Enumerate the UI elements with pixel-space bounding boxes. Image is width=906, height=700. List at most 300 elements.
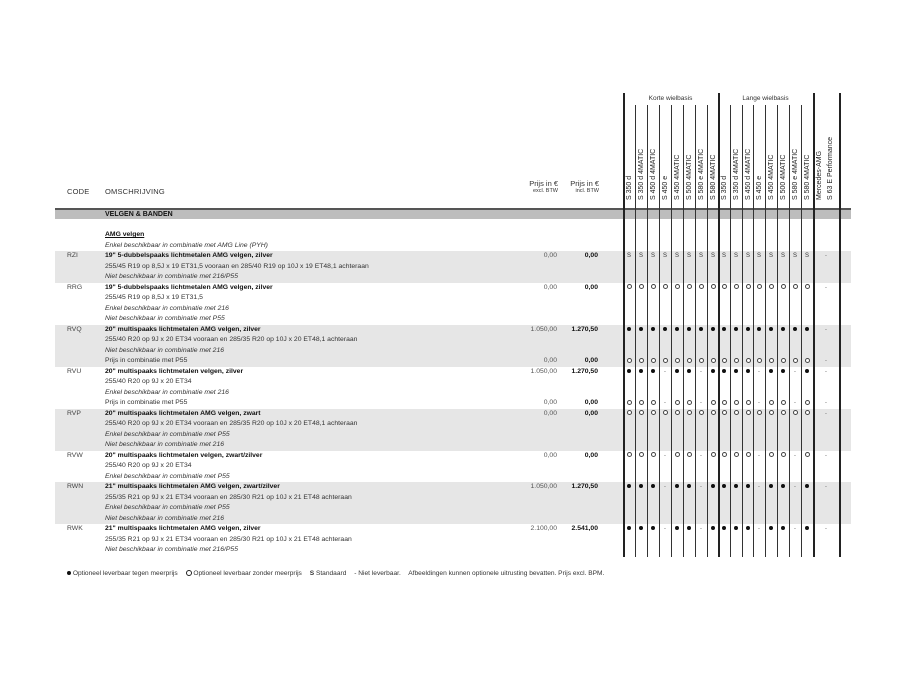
optional-paid-icon bbox=[746, 369, 750, 373]
availability-cell bbox=[660, 524, 671, 535]
option-detail: Niet beschikbaar in combinatie met 216 bbox=[105, 346, 225, 354]
availability-cell bbox=[754, 398, 765, 409]
optional-free-icon bbox=[651, 358, 656, 363]
optional-paid-icon bbox=[722, 327, 726, 331]
availability-cell bbox=[731, 482, 742, 493]
column-divider bbox=[765, 105, 766, 557]
legend-disclaimer: Afbeeldingen kunnen optionele uitrusting bevatten. Prijs excl. BPM. bbox=[408, 570, 605, 577]
option-detail: Niet beschikbaar in combinatie met P55 bbox=[105, 315, 225, 322]
availability-cell bbox=[790, 451, 801, 462]
option-detail: Enkel beschikbaar in combinatie met 216 bbox=[105, 304, 229, 312]
price-incl-vat: 0,00 bbox=[584, 409, 598, 417]
option-detail: Enkel beschikbaar in combinatie met 216 bbox=[105, 388, 229, 396]
option-detail: 255/40 R20 op 9J x 20 ET34 bbox=[105, 378, 192, 385]
option-title: 20" multispaaks lichtmetalen velgen, zwart/zilver bbox=[105, 451, 263, 459]
not-available-mark: - bbox=[699, 399, 703, 406]
option-code: RWK bbox=[67, 525, 83, 532]
availability-cell bbox=[624, 398, 635, 409]
availability-cell bbox=[708, 325, 719, 336]
not-available-mark: - bbox=[824, 525, 828, 532]
column-divider bbox=[742, 105, 743, 557]
optional-free-icon bbox=[687, 284, 692, 289]
optional-paid-icon bbox=[805, 327, 809, 331]
optional-free-icon bbox=[711, 284, 716, 289]
availability-cell bbox=[684, 283, 695, 294]
optional-paid-icon bbox=[675, 526, 679, 530]
availability-cell bbox=[672, 367, 683, 378]
availability-cell bbox=[778, 251, 789, 262]
optional-free-icon bbox=[805, 400, 810, 405]
availability-cell bbox=[778, 451, 789, 462]
not-available-mark: - bbox=[793, 483, 797, 490]
availability-cell bbox=[672, 283, 683, 294]
optional-paid-icon bbox=[746, 526, 750, 530]
optional-paid-icon bbox=[805, 484, 809, 488]
availability-cell bbox=[743, 356, 754, 367]
optional-paid-icon bbox=[781, 369, 785, 373]
optional-free-icon bbox=[757, 284, 762, 289]
availability-cell bbox=[766, 409, 777, 420]
optional-free-icon bbox=[663, 410, 668, 415]
availability-cell bbox=[624, 283, 635, 294]
availability-cell bbox=[790, 367, 801, 378]
optional-free-icon bbox=[651, 400, 656, 405]
optional-free-icon bbox=[699, 284, 704, 289]
not-available-mark: - bbox=[663, 451, 667, 459]
not-available-mark: - bbox=[824, 367, 828, 375]
availability-cell bbox=[696, 251, 707, 262]
optional-free-icon bbox=[781, 400, 786, 405]
optional-free-icon bbox=[663, 358, 668, 363]
not-available-mark: - bbox=[824, 483, 828, 490]
availability-cell bbox=[636, 325, 647, 336]
option-detail: Niet beschikbaar in combinatie met 216/P55 bbox=[105, 273, 238, 280]
option-code: RVU bbox=[67, 367, 82, 375]
optional-paid-icon bbox=[627, 526, 631, 530]
availability-cell bbox=[802, 325, 813, 336]
standard-mark: S bbox=[698, 253, 703, 259]
standard-symbol: S bbox=[309, 570, 315, 577]
optional-free-icon bbox=[639, 400, 644, 405]
optional-paid-icon bbox=[734, 327, 738, 331]
optional-free-icon bbox=[711, 358, 716, 363]
optional-free-icon bbox=[722, 410, 727, 415]
model-name: S 450 e bbox=[661, 175, 669, 200]
option-detail: 255/35 R21 op 9J x 21 ET34 vooraan en 285/30 R21 op 10J x 21 ET48 achteraan bbox=[105, 535, 352, 543]
standard-mark: S bbox=[756, 253, 761, 259]
availability-cell bbox=[802, 451, 813, 462]
column-divider bbox=[718, 93, 720, 557]
availability-cell bbox=[660, 251, 671, 262]
availability-cell bbox=[743, 482, 754, 493]
not-available-mark: - bbox=[663, 367, 667, 375]
availability-cell bbox=[684, 451, 695, 462]
optional-free-icon bbox=[639, 452, 644, 457]
not-available-mark: - bbox=[757, 483, 761, 490]
optional-paid-icon bbox=[746, 327, 750, 331]
optional-paid-icon bbox=[769, 484, 773, 488]
optional-free-icon bbox=[627, 400, 632, 405]
model-name: S 450 4MATIC bbox=[673, 154, 681, 200]
availability-cell bbox=[731, 367, 742, 378]
availability-cell bbox=[778, 409, 789, 420]
optional-free-icon bbox=[675, 452, 680, 457]
availability-cell bbox=[648, 283, 659, 294]
not-available-mark: - bbox=[757, 399, 761, 406]
column-header-price-incl bbox=[539, 179, 599, 195]
model-name: S 580 4MATIC bbox=[803, 154, 811, 200]
optional-paid-icon bbox=[722, 484, 726, 488]
availability-cell bbox=[648, 325, 659, 336]
not-available-mark: - bbox=[824, 357, 828, 364]
optional-paid-icon bbox=[651, 526, 655, 530]
optional-free-icon bbox=[675, 358, 680, 363]
availability-cell bbox=[648, 398, 659, 409]
optional-paid-icon bbox=[699, 327, 703, 331]
availability-cell bbox=[778, 356, 789, 367]
optional-free-icon bbox=[651, 284, 656, 289]
optional-paid-icon bbox=[722, 526, 726, 530]
group-label-long-wheelbase: Lange wielbasis bbox=[742, 95, 789, 102]
availability-cell bbox=[672, 524, 683, 535]
legend-optional-free-text: Optioneel leverbaar zonder meerprijs bbox=[193, 570, 302, 577]
availability-cell bbox=[754, 251, 765, 262]
model-name: S 580 4MATIC bbox=[709, 154, 717, 200]
optional-free-icon bbox=[627, 452, 632, 457]
section-band bbox=[55, 210, 851, 219]
standard-mark: S bbox=[792, 253, 797, 259]
availability-cell bbox=[684, 524, 695, 535]
optional-paid-icon bbox=[793, 327, 797, 331]
model-name: S 350 d bbox=[625, 175, 633, 200]
availability-cell bbox=[684, 325, 695, 336]
column-divider bbox=[659, 105, 660, 557]
availability-cell bbox=[731, 356, 742, 367]
standard-mark: S bbox=[650, 253, 655, 259]
optional-free-icon bbox=[663, 284, 668, 289]
standard-mark: S bbox=[721, 253, 726, 259]
optional-free-icon bbox=[769, 284, 774, 289]
option-detail: Prijs in combinatie met P55 bbox=[105, 399, 188, 406]
availability-cell bbox=[743, 524, 754, 535]
option-title: 19" 5-dubbelspaaks lichtmetalen AMG velgen, zilver bbox=[105, 252, 273, 259]
optional-free-icon bbox=[746, 410, 751, 415]
optional-free-icon bbox=[627, 284, 632, 289]
optional-paid-icon bbox=[711, 484, 715, 488]
optional-paid-icon bbox=[627, 327, 631, 331]
optional-free-icon bbox=[687, 400, 692, 405]
not-available-mark: - bbox=[793, 451, 797, 459]
availability-cell bbox=[672, 356, 683, 367]
availability-cell bbox=[766, 482, 777, 493]
not-available-mark: - bbox=[663, 399, 667, 406]
availability-cell bbox=[636, 524, 647, 535]
price-incl-label: Prijs in € bbox=[570, 179, 599, 188]
availability-cell bbox=[802, 482, 813, 493]
availability-cell bbox=[648, 524, 659, 535]
option-detail: 255/35 R21 op 9J x 21 ET34 vooraan en 285/30 R21 op 10J x 21 ET48 achteraan bbox=[105, 493, 352, 501]
column-divider bbox=[730, 105, 731, 557]
not-available-mark: - bbox=[793, 399, 797, 406]
legend-standard bbox=[310, 570, 347, 577]
availability-cell bbox=[672, 325, 683, 336]
price-excl-vat: 1.050,00 bbox=[530, 325, 557, 333]
availability-cell bbox=[696, 325, 707, 336]
availability-cell bbox=[708, 251, 719, 262]
not-available-mark: - bbox=[824, 409, 828, 417]
model-name: S 350 d 4MATIC bbox=[732, 148, 740, 200]
availability-cell-amg bbox=[821, 524, 832, 535]
optional-free-icon bbox=[711, 400, 716, 405]
availability-cell bbox=[696, 367, 707, 378]
availability-cell bbox=[672, 482, 683, 493]
standard-mark: S bbox=[626, 253, 631, 259]
availability-cell bbox=[648, 356, 659, 367]
optional-free-icon bbox=[793, 358, 798, 363]
availability-cell bbox=[766, 398, 777, 409]
availability-cell bbox=[719, 325, 730, 336]
price-incl-vat: 1.270,50 bbox=[571, 367, 598, 375]
not-available-mark: - bbox=[824, 325, 828, 333]
option-detail: Enkel beschikbaar in combinatie met P55 bbox=[105, 472, 230, 480]
availability-cell bbox=[660, 325, 671, 336]
not-available-mark: - bbox=[757, 451, 761, 459]
price-incl-vat: 0,00 bbox=[584, 357, 598, 364]
availability-cell bbox=[790, 325, 801, 336]
availability-cell bbox=[719, 251, 730, 262]
not-available-mark: - bbox=[824, 252, 828, 259]
standard-mark: S bbox=[710, 253, 715, 259]
availability-cell bbox=[636, 356, 647, 367]
legend-not-available: - Niet leverbaar. bbox=[354, 570, 401, 577]
availability-cell bbox=[754, 451, 765, 462]
not-available-mark: - bbox=[757, 525, 761, 532]
model-name: S 500 4MATIC bbox=[779, 154, 787, 200]
optional-paid-icon bbox=[711, 369, 715, 373]
availability-cell bbox=[648, 367, 659, 378]
availability-cell bbox=[719, 398, 730, 409]
optional-free-icon bbox=[769, 410, 774, 415]
availability-cell bbox=[778, 283, 789, 294]
model-name: S 500 4MATIC bbox=[685, 154, 693, 200]
not-available-mark: - bbox=[699, 483, 703, 490]
availability-cell-amg bbox=[821, 251, 832, 262]
availability-cell bbox=[754, 524, 765, 535]
availability-cell bbox=[754, 356, 765, 367]
availability-cell bbox=[743, 409, 754, 420]
availability-cell bbox=[778, 482, 789, 493]
not-available-mark: - bbox=[793, 525, 797, 532]
standard-mark: S bbox=[745, 253, 750, 259]
price-incl-sub: incl. BTW bbox=[575, 188, 599, 194]
availability-cell bbox=[636, 409, 647, 420]
availability-cell bbox=[624, 356, 635, 367]
availability-cell bbox=[754, 482, 765, 493]
column-divider bbox=[777, 105, 778, 557]
availability-cell bbox=[731, 325, 742, 336]
availability-cell bbox=[624, 367, 635, 378]
open-circle-icon bbox=[186, 570, 192, 576]
optional-free-icon bbox=[757, 358, 762, 363]
column-divider bbox=[707, 105, 708, 557]
optional-paid-icon bbox=[639, 327, 643, 331]
option-detail: Niet beschikbaar in combinatie met 216/P55 bbox=[105, 546, 238, 553]
availability-cell bbox=[636, 482, 647, 493]
optional-paid-icon bbox=[687, 526, 691, 530]
not-available-mark: - bbox=[824, 283, 828, 291]
model-name: S 350 d 4MATIC bbox=[637, 148, 645, 200]
optional-free-icon bbox=[675, 400, 680, 405]
availability-cell bbox=[802, 409, 813, 420]
availability-cell bbox=[660, 451, 671, 462]
availability-cell bbox=[648, 482, 659, 493]
optional-paid-icon bbox=[687, 327, 691, 331]
price-excl-vat: 1.050,00 bbox=[530, 367, 557, 375]
optional-free-icon bbox=[711, 410, 716, 415]
price-excl-label: Prijs in € bbox=[529, 179, 558, 188]
availability-cell bbox=[708, 398, 719, 409]
option-title: 19" 5-dubbelspaaks lichtmetalen AMG velgen, zilver bbox=[105, 283, 273, 291]
availability-cell bbox=[719, 482, 730, 493]
availability-cell bbox=[648, 451, 659, 462]
price-excl-sub: excl. BTW bbox=[532, 188, 558, 194]
model-name-amg-line1: Mercedes-AMG bbox=[816, 150, 823, 200]
optional-paid-icon bbox=[651, 484, 655, 488]
legend bbox=[67, 570, 604, 577]
optional-paid-icon bbox=[675, 484, 679, 488]
optional-free-icon bbox=[746, 400, 751, 405]
column-divider bbox=[671, 105, 672, 557]
availability-cell bbox=[802, 356, 813, 367]
availability-cell bbox=[719, 356, 730, 367]
availability-cell bbox=[708, 409, 719, 420]
availability-cell bbox=[778, 524, 789, 535]
availability-cell bbox=[636, 251, 647, 262]
availability-cell bbox=[790, 409, 801, 420]
availability-cell bbox=[672, 451, 683, 462]
option-detail: 255/45 R19 op 8,5J x 19 ET31,5 bbox=[105, 294, 203, 301]
availability-cell bbox=[648, 251, 659, 262]
optional-paid-icon bbox=[651, 369, 655, 373]
price-excl-vat: 1.050,00 bbox=[530, 483, 557, 490]
model-name: S 450 4MATIC bbox=[767, 154, 775, 200]
availability-cell bbox=[696, 482, 707, 493]
optional-paid-icon bbox=[722, 369, 726, 373]
optional-paid-icon bbox=[805, 369, 809, 373]
optional-paid-icon bbox=[663, 327, 667, 331]
availability-cell-amg bbox=[821, 451, 832, 462]
optional-paid-icon bbox=[687, 484, 691, 488]
column-divider bbox=[623, 93, 625, 557]
option-title: 21" multispaaks lichtmetalen AMG velgen, zilver bbox=[105, 525, 261, 532]
availability-cell bbox=[719, 409, 730, 420]
option-detail: Prijs in combinatie met P55 bbox=[105, 357, 188, 364]
column-divider bbox=[695, 105, 696, 557]
model-name: S 450 d 4MATIC bbox=[744, 148, 752, 200]
availability-cell bbox=[731, 409, 742, 420]
optional-paid-icon bbox=[781, 484, 785, 488]
optional-free-icon bbox=[805, 410, 810, 415]
option-title: 20" multispaaks lichtmetalen AMG velgen, zwart bbox=[105, 409, 261, 417]
not-available-mark: - bbox=[757, 367, 761, 375]
availability-cell bbox=[696, 524, 707, 535]
optional-free-icon bbox=[722, 358, 727, 363]
price-excl-vat: 0,00 bbox=[543, 252, 557, 259]
availability-cell-amg bbox=[821, 325, 832, 336]
optional-paid-icon bbox=[805, 526, 809, 530]
price-incl-vat: 1.270,50 bbox=[571, 325, 598, 333]
standard-mark: S bbox=[638, 253, 643, 259]
availability-cell bbox=[778, 398, 789, 409]
model-name-amg-line2: S 63 E Performance bbox=[827, 136, 834, 200]
optional-free-icon bbox=[757, 410, 762, 415]
column-divider bbox=[635, 105, 636, 557]
availability-cell bbox=[778, 367, 789, 378]
availability-cell bbox=[719, 524, 730, 535]
availability-cell bbox=[684, 409, 695, 420]
option-code: RZI bbox=[67, 252, 78, 259]
optional-free-icon bbox=[734, 400, 739, 405]
optional-paid-icon bbox=[734, 526, 738, 530]
optional-free-icon bbox=[722, 452, 727, 457]
availability-cell bbox=[754, 325, 765, 336]
option-detail: Enkel beschikbaar in combinatie met P55 bbox=[105, 430, 230, 438]
availability-cell bbox=[708, 524, 719, 535]
optional-free-icon bbox=[639, 358, 644, 363]
column-divider bbox=[683, 105, 684, 557]
optional-free-icon bbox=[687, 358, 692, 363]
not-available-mark: - bbox=[663, 525, 667, 532]
option-title: 20" multispaaks lichtmetalen AMG velgen, zilver bbox=[105, 325, 261, 333]
availability-cell bbox=[684, 398, 695, 409]
not-available-mark: - bbox=[824, 451, 828, 459]
optional-free-icon bbox=[746, 358, 751, 363]
price-excl-vat: 0,00 bbox=[543, 451, 557, 459]
availability-cell bbox=[624, 451, 635, 462]
availability-cell bbox=[684, 367, 695, 378]
availability-cell bbox=[636, 398, 647, 409]
option-code: RVP bbox=[67, 409, 81, 417]
availability-cell bbox=[802, 398, 813, 409]
availability-cell bbox=[672, 251, 683, 262]
availability-cell bbox=[743, 251, 754, 262]
availability-cell bbox=[731, 251, 742, 262]
optional-paid-icon bbox=[757, 327, 761, 331]
filled-dot-icon bbox=[67, 571, 71, 575]
option-detail: Niet beschikbaar in combinatie met 216 bbox=[105, 514, 225, 522]
optional-paid-icon bbox=[781, 526, 785, 530]
column-header-code: CODE bbox=[67, 187, 90, 196]
optional-free-icon bbox=[627, 410, 632, 415]
optional-free-icon bbox=[793, 410, 798, 415]
standard-mark: S bbox=[662, 253, 667, 259]
availability-cell bbox=[684, 356, 695, 367]
availability-cell bbox=[708, 451, 719, 462]
optional-paid-icon bbox=[769, 369, 773, 373]
optional-paid-icon bbox=[769, 526, 773, 530]
optional-free-icon bbox=[687, 410, 692, 415]
optional-free-icon bbox=[781, 358, 786, 363]
availability-cell bbox=[636, 451, 647, 462]
availability-cell bbox=[790, 524, 801, 535]
legend-optional-free bbox=[186, 570, 302, 577]
optional-paid-icon bbox=[781, 327, 785, 331]
optional-paid-icon bbox=[639, 526, 643, 530]
optional-paid-icon bbox=[687, 369, 691, 373]
not-available-mark: - bbox=[699, 451, 703, 459]
price-incl-vat: 2.541,00 bbox=[571, 525, 598, 532]
availability-cell bbox=[766, 251, 777, 262]
